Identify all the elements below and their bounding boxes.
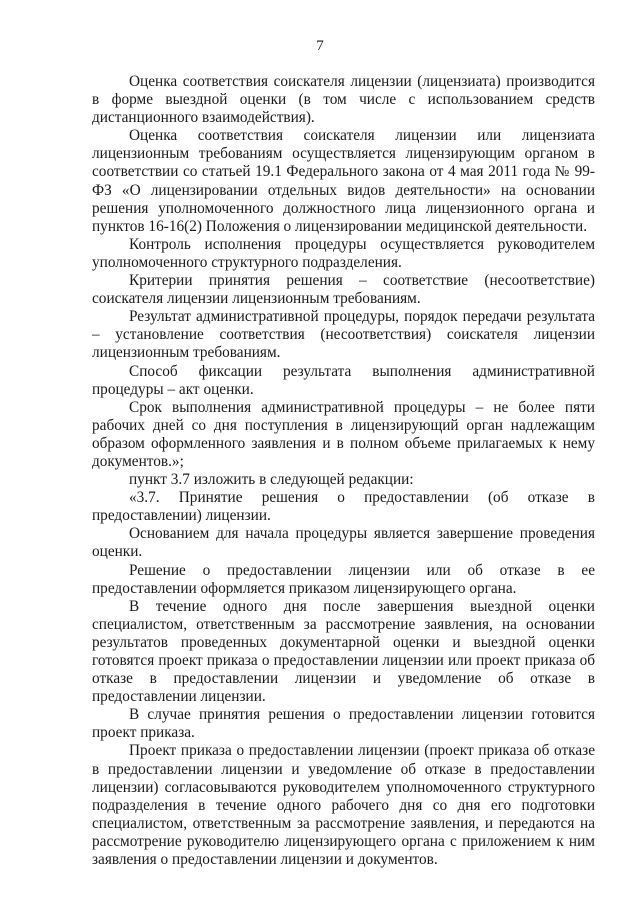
paragraph: Критерии принятия решения – соответствие (несоответствие) соискателя лицензии лицензионным требованиям. (92, 272, 595, 308)
paragraph: Контроль исполнения процедуры осуществляется руководителем уполномоченного структурного подразделения. (92, 235, 595, 271)
paragraph: Решение о предоставлении лицензии или об отказе в ее предоставлении оформляется приказом лицензирующего органа. (92, 561, 595, 597)
paragraph: Срок выполнения административной процедуры – не более пяти рабочих дней со дня поступления в лицензирующий орган надлежащим образом оформленного заявления и в полном объеме прилагаемых к нему документов.»; (92, 398, 595, 470)
page-number: 7 (316, 38, 324, 54)
paragraph: Основанием для начала процедуры является завершение проведения оценки. (92, 525, 595, 561)
paragraph: Оценка соответствия соискателя лицензии (лицензиата) производится в форме выездной оценки (в том числе с использованием средств дистанционного взаимодействия). (92, 73, 595, 127)
paragraph: Проект приказа о предоставлении лицензии (проект приказа об отказе в предоставлении лицензии и уведомление об отказе в предоставлении лицензии) согласовываются руководителем уполномоченного структурного подразделения в течение одного рабочего дня со дня его подготовки специалистом, ответственным за рассмотрение заявления, и передаются на рассмотрение руководителю лицензирующего органа с приложением к ним заявления о предоставлении лицензии и документов. (92, 742, 595, 869)
paragraph: В течение одного дня после завершения выездной оценки специалистом, ответственным за рассмотрение заявления, на основании результатов проведенных документарной оценки и выездной оценки готовятся проект приказа о предоставлении лицензии или проект приказа об отказе в предоставлении лицензии и уведомление об отказе в предоставлении лицензии. (92, 597, 595, 706)
paragraph: Оценка соответствия соискателя лицензии или лицензиата лицензионным требованиям осуществляется лицензирующим органом в соответствии со статьей 19.1 Федерального закона от 4 мая 2011 года № 99-ФЗ «О лицензировании отдельных видов деятельности» на основании решения уполномоченного должностного лица лицензионного органа и пунктов 16-16(2) Положения о лицензировании медицинской деятельности. (92, 127, 595, 235)
paragraph: В случае принятия решения о предоставлении лицензии готовится проект приказа. (92, 706, 595, 742)
paragraph: Способ фиксации результата выполнения административной процедуры – акт оценки. (92, 362, 595, 398)
paragraph: пункт 3.7 изложить в следующей редакции: (129, 471, 414, 489)
paragraph: «3.7. Принятие решения о предоставлении (об отказе в предоставлении) лицензии. (92, 489, 595, 525)
document-body (92, 73, 595, 869)
paragraph: Результат административной процедуры, порядок передачи результата – установление соответствия (несоответствия) соискателя лицензии лицензионным требованиям. (92, 308, 595, 362)
